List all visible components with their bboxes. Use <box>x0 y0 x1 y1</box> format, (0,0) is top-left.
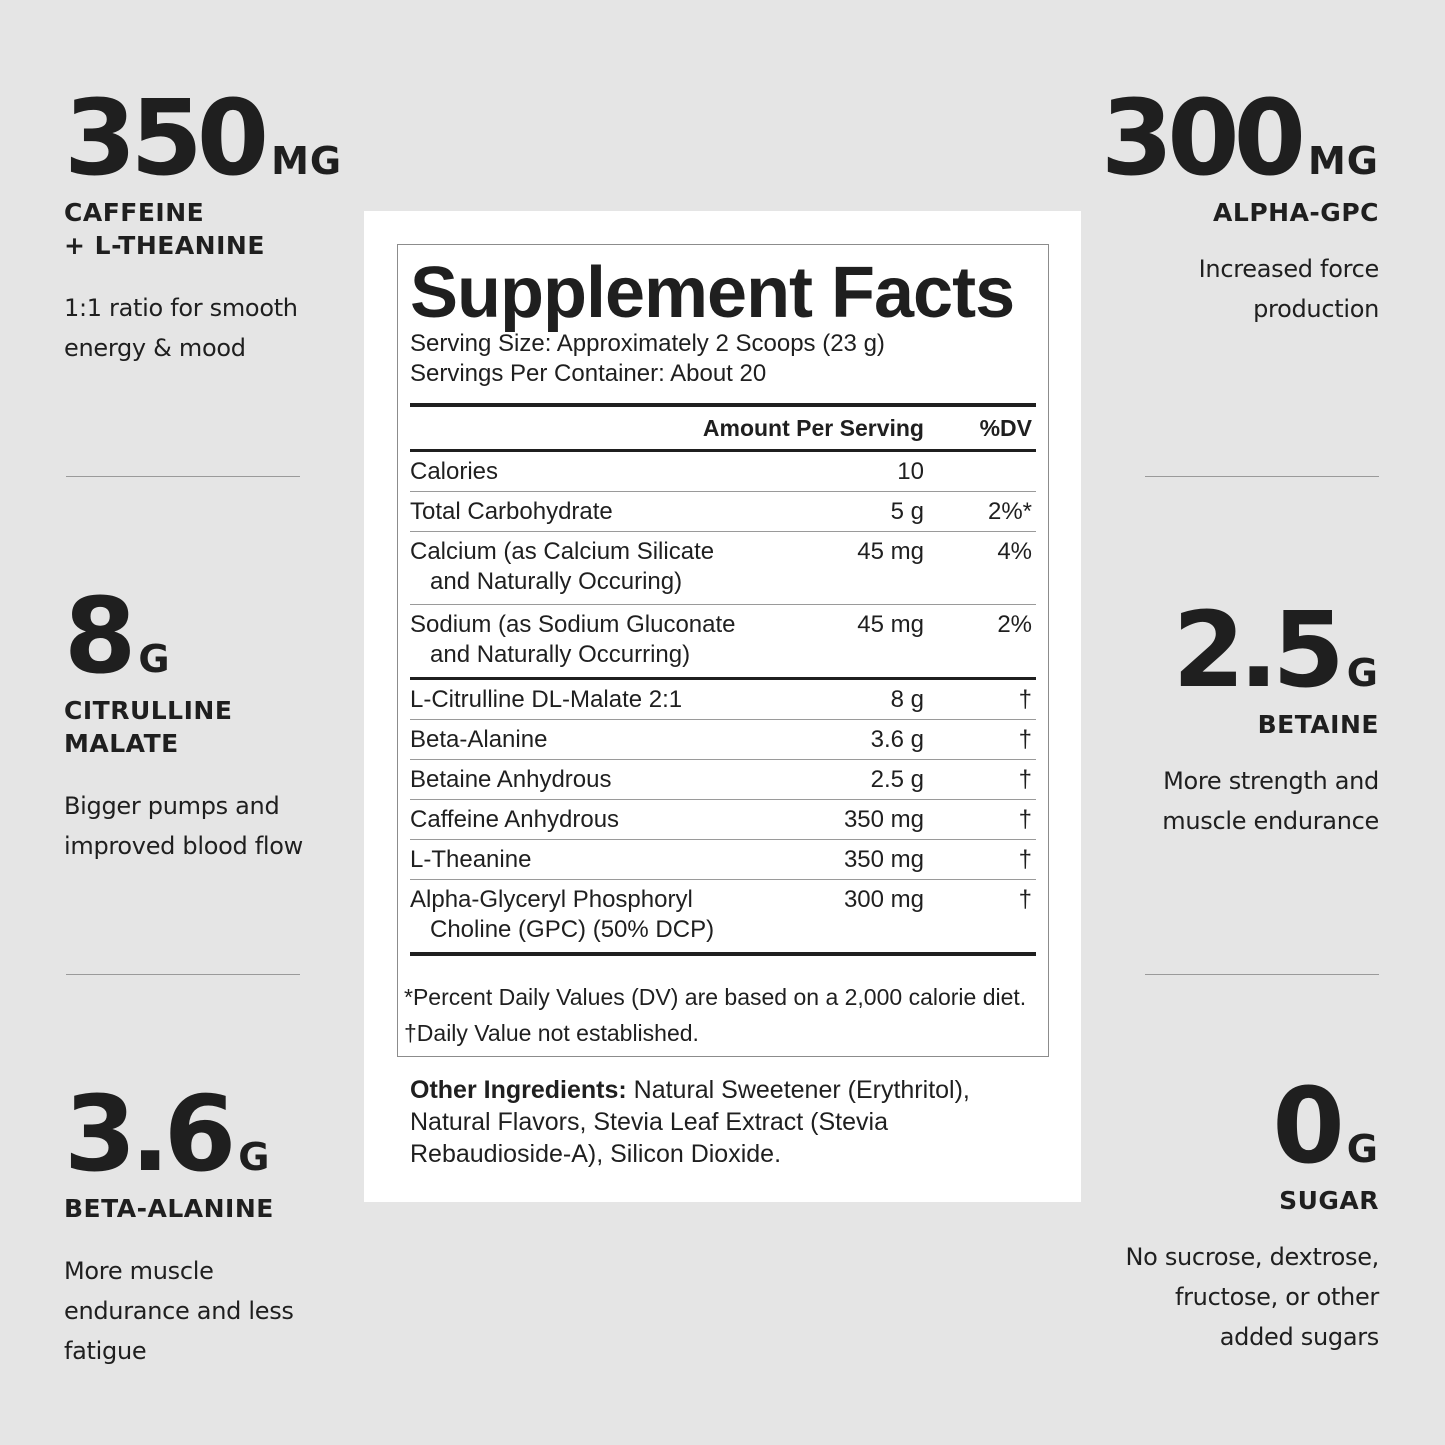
stat-description: Bigger pumps and improved blood flow <box>64 792 303 860</box>
stat-alpha-gpc <box>1079 77 1379 329</box>
footnote-dagger: †Daily Value not established. <box>404 1020 699 1046</box>
row-amount: 8 g <box>890 686 924 713</box>
table-row <box>410 680 1036 720</box>
other-ingredients-text: Natural Sweetener (Erythritol), <box>626 1076 970 1104</box>
ingredient-rows <box>410 680 1036 952</box>
stat-label: CITRULLINE MALATE <box>64 696 233 758</box>
row-amount: 5 g <box>890 498 924 525</box>
row-amount: 3.6 g <box>870 726 924 753</box>
row-name: Alpha-Glyceryl Phosphoryl Choline (GPC) (50% DCP) <box>410 886 715 943</box>
divider <box>66 974 300 975</box>
row-amount: 350 mg <box>843 806 924 833</box>
stat-unit: G <box>238 1135 271 1179</box>
rule-thick <box>410 952 1036 956</box>
serving-info <box>410 329 885 389</box>
row-dv: † <box>1018 846 1032 873</box>
stat-sugar <box>1079 1065 1379 1357</box>
table-row <box>410 720 1036 760</box>
table-row <box>410 605 1036 677</box>
row-dv: † <box>1018 806 1032 833</box>
other-ingredients-text: Natural Flavors, Stevia Leaf Extract (Stevia <box>410 1108 888 1136</box>
stat-beta-alanine <box>64 1073 364 1371</box>
row-amount: 350 mg <box>843 846 924 873</box>
nutrient-rows <box>410 452 1036 677</box>
stat-label: CAFFEINE + L-THEANINE <box>64 198 265 260</box>
stat-value: 300 MG <box>1100 77 1379 199</box>
header-amount: Amount Per Serving <box>702 414 924 441</box>
stat-value: 8 G <box>64 575 171 697</box>
stat-unit: G <box>138 637 171 681</box>
row-amount: 10 <box>897 458 924 485</box>
stat-value: 0 G <box>1272 1065 1379 1187</box>
stat-label: SUGAR <box>1279 1186 1379 1215</box>
stat-citrulline <box>64 575 364 866</box>
row-dv: 2%* <box>987 498 1032 525</box>
servings-per-container: Servings Per Container: About 20 <box>410 360 767 387</box>
stat-label: BETA-ALANINE <box>64 1194 274 1223</box>
divider <box>1145 476 1379 477</box>
row-dv: † <box>1018 766 1032 793</box>
stat-unit: MG <box>1307 139 1379 183</box>
stat-value: 3.6 G <box>64 1073 271 1195</box>
row-dv: 4% <box>997 538 1032 565</box>
table-row <box>410 452 1036 492</box>
stat-description: Increased force production <box>1198 255 1379 323</box>
stat-description: No sucrose, dextrose, fructose, or other added sugars <box>1125 1243 1379 1351</box>
stat-label: BETAINE <box>1257 710 1379 739</box>
table-row <box>410 800 1036 840</box>
footnote-dv: *Percent Daily Values (DV) are based on a 2,000 calorie diet. <box>404 984 1027 1010</box>
header-dv: %DV <box>979 414 1032 441</box>
row-name: Caffeine Anhydrous <box>410 806 620 833</box>
divider <box>66 476 300 477</box>
table-row <box>410 760 1036 800</box>
facts-table <box>410 403 1036 956</box>
row-dv: 2% <box>997 611 1032 638</box>
stat-unit: G <box>1346 651 1379 695</box>
row-amount: 45 mg <box>857 538 924 565</box>
row-name: L-Citrulline DL-Malate 2:1 <box>410 686 683 713</box>
divider <box>1145 974 1379 975</box>
other-ingredients <box>410 1074 1050 1170</box>
stat-description: More strength and muscle endurance <box>1162 767 1379 835</box>
stat-value: 350 MG <box>64 77 343 199</box>
stat-label: ALPHA-GPC <box>1213 198 1379 227</box>
row-amount: 2.5 g <box>870 766 924 793</box>
row-name: Sodium (as Sodium Gluconate and Naturally Occurring) <box>410 611 736 668</box>
table-row <box>410 840 1036 880</box>
row-amount: 45 mg <box>857 611 924 638</box>
row-dv <box>936 458 1036 485</box>
serving-size: Serving Size: Approximately 2 Scoops (23 g) <box>410 330 885 357</box>
stat-value: 2.5 G <box>1172 589 1379 711</box>
stat-betaine <box>1079 589 1379 841</box>
facts-title: Supplement Facts <box>410 253 1015 333</box>
supplement-facts-box <box>397 244 1049 1057</box>
row-name: Beta-Alanine <box>410 726 548 753</box>
stat-unit: MG <box>271 139 343 183</box>
footnotes <box>404 979 1026 1051</box>
stat-description: 1:1 ratio for smooth energy & mood <box>64 294 298 362</box>
row-dv: † <box>1018 686 1032 713</box>
row-amount: 300 mg <box>843 886 924 913</box>
stat-caffeine <box>64 77 364 368</box>
stat-unit: G <box>1346 1127 1379 1171</box>
table-row <box>410 532 1036 605</box>
other-ingredients-label: Other Ingredients: <box>410 1076 627 1104</box>
other-ingredients-text: Rebaudioside-A), Silicon Dioxide. <box>410 1140 782 1168</box>
row-dv: † <box>1018 886 1032 913</box>
row-name: Total Carbohydrate <box>410 498 613 525</box>
row-name: L-Theanine <box>410 846 532 873</box>
table-row <box>410 492 1036 532</box>
supplement-facts-panel <box>364 211 1081 1202</box>
table-header <box>410 407 1036 449</box>
row-name: Calcium (as Calcium Silicate and Naturally Occuring) <box>410 538 715 595</box>
stat-description: More muscle endurance and less fatigue <box>64 1257 294 1365</box>
row-name: Betaine Anhydrous <box>410 766 612 793</box>
row-dv: † <box>1018 726 1032 753</box>
table-row <box>410 880 1036 952</box>
row-name: Calories <box>410 458 499 485</box>
